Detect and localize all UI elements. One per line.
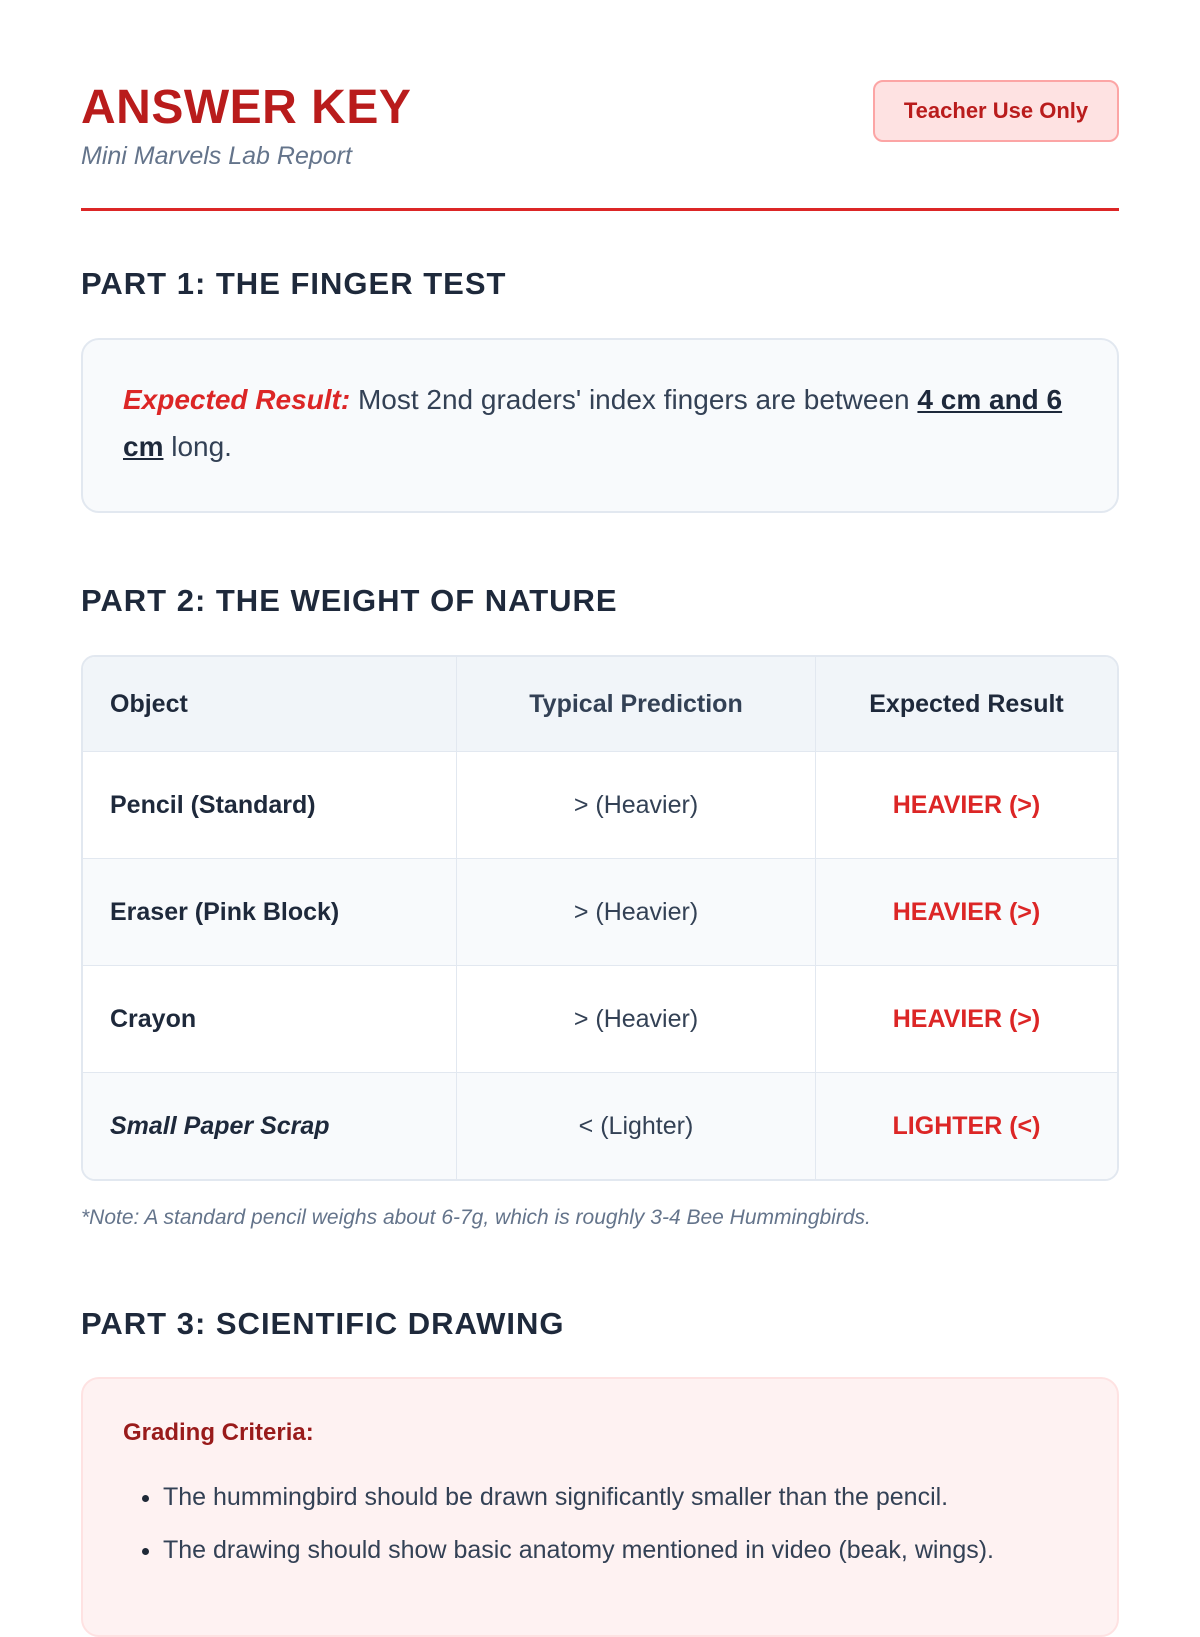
- list-item: • The drawing should show basic anatomy mentioned in video (beak, wings).: [163, 1524, 1077, 1577]
- finger-result-text-after: long.: [163, 431, 232, 462]
- expected-result-cell: HEAVIER (>): [816, 752, 1118, 859]
- grading-criteria-list: [123, 1471, 1077, 1577]
- column-header-result: Expected Result: [816, 657, 1118, 752]
- object-cell: Pencil (Standard): [83, 752, 457, 859]
- list-item: • The hummingbird should be drawn significantly smaller than the pencil.: [163, 1471, 1077, 1524]
- expected-result-cell: HEAVIER (>): [816, 859, 1118, 966]
- column-header-object: Object: [83, 657, 457, 752]
- page-title: ANSWER KEY: [81, 81, 412, 134]
- object-cell: Small Paper Scrap: [83, 1073, 457, 1180]
- prediction-cell: > (Heavier): [457, 752, 816, 859]
- grading-criteria-title: Grading Criteria:: [123, 1419, 314, 1446]
- table-row: [83, 859, 1117, 966]
- page-header: [81, 0, 1119, 211]
- prediction-cell: < (Lighter): [457, 1073, 816, 1180]
- page-subtitle: Mini Marvels Lab Report: [81, 142, 352, 170]
- part2-title: PART 2: THE WEIGHT OF NATURE: [81, 583, 618, 618]
- weight-table: [83, 657, 1117, 1179]
- table-header-row: [83, 657, 1117, 752]
- prediction-cell: > (Heavier): [457, 859, 816, 966]
- part3-title: PART 3: SCIENTIFIC DRAWING: [81, 1306, 565, 1341]
- weight-table-container: [81, 655, 1119, 1181]
- expected-result-cell: HEAVIER (>): [816, 966, 1118, 1073]
- expected-result-label: Expected Result:: [123, 384, 351, 415]
- finger-length-range: 4 cm and 6 cm: [123, 384, 1063, 462]
- table-row: [83, 1073, 1117, 1180]
- prediction-cell: > (Heavier): [457, 966, 816, 1073]
- expected-result-cell: LIGHTER (<): [816, 1073, 1118, 1180]
- part1-title: PART 1: THE FINGER TEST: [81, 266, 507, 301]
- pencil-weight-note: *Note: A standard pencil weighs about 6-7g, which is roughly 3-4 Bee Hummingbirds.: [81, 1206, 871, 1229]
- object-cell: Crayon: [83, 966, 457, 1073]
- object-cell: Eraser (Pink Block): [83, 859, 457, 966]
- teacher-use-badge: Teacher Use Only: [873, 80, 1119, 142]
- table-row: [83, 752, 1117, 859]
- table-row: [83, 966, 1117, 1073]
- grading-criteria-box: [81, 1377, 1119, 1637]
- finger-result-text-before: Most 2nd graders' index fingers are between: [350, 384, 918, 415]
- finger-test-result-box: [81, 338, 1119, 513]
- column-header-prediction: Typical Prediction: [457, 657, 816, 752]
